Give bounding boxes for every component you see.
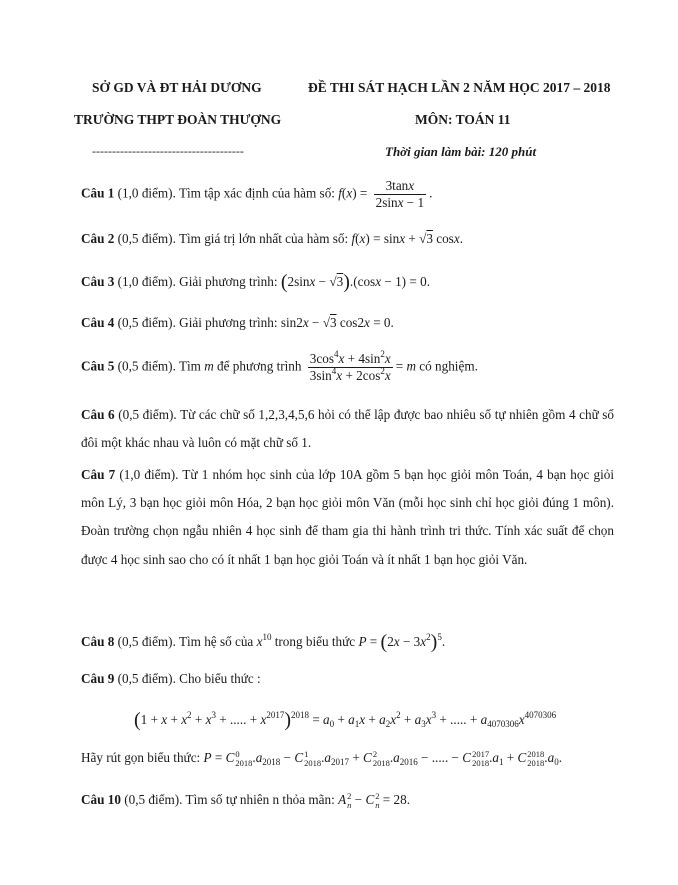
question-8-formula: $P = (2x - 3x^2)^5$.: [358, 631, 446, 653]
exam-time: Thời gian làm bài: 120 phút: [385, 144, 537, 159]
question-2-formula: f(x) = sinx + √3 cosx.: [351, 231, 463, 246]
question-9-expansion: ($1 + x + x^2 + x^3$ + ..... + $x^{2017})^{2018} = a_0 + a_1x + a_2x^2 + a_3x^3$ + ..... + $a_{4070306}x^{4070306}$: [134, 709, 557, 731]
exam-title: ĐỀ THI SÁT HẠCH LẦN 2 NĂM HỌC 2017 – 2018: [308, 80, 611, 95]
header-divider: --------------------------------------: [92, 144, 244, 158]
question-3: Câu 3 (1,0 điểm). Giải phương trình: (2sinx − √3).(cosx − 1) = 0.: [81, 271, 430, 293]
question-4: Câu 4 (0,5 điểm). Giải phương trình: sin2x − √3 cos2x = 0.: [81, 315, 394, 330]
subject-name: MÔN: TOÁN 11: [415, 112, 511, 127]
question-1: Câu 1 (1,0 điểm). Tìm tập xác định của hàm số: f(x) = $\frac{3\tan x}{2\sin x - 1}$ .: [81, 178, 433, 210]
question-4-formula: sin2x − √3 cos2x = 0.: [280, 315, 394, 330]
question-6: Câu 6 (0,5 điểm). Từ các chữ số 1,2,3,4,5,6 hỏi có thể lập được bao nhiêu số tự nhiên gồm 4 chữ số đôi một khác nhau và luôn có mặt chữ số 1.: [81, 407, 615, 451]
question-8: Câu 8 (0,5 điểm). Tìm hệ số của $x^{10}$ trong biểu thức $P = (2x - 3x^2)^5$.: [81, 631, 446, 653]
question-9: Câu 9 (0,5 điểm). Cho biểu thức :: [81, 671, 261, 686]
question-5-formula: $\frac{3\cos^4x + 4\sin^2x}{3\sin^4x + 2\cos^2x}$: [309, 349, 391, 383]
question-9-formula: P = C 0 2018 $.a_{2018} - C$ 1 2018 $.a_{2017} + C$ 2 2018 $.a_{2016}$ − ..... − C 2017 2018 $.a_1 + C$ 2018 2018 $.a_0$.: [203, 749, 562, 768]
question-10-formula: A 2 n − C 2 n = 28.: [338, 791, 410, 810]
question-1-formula: f: [338, 185, 342, 201]
question-2: Câu 2 (0,5 điểm). Tìm giá trị lớn nhất của hàm số: f(x) = sinx + √3 cosx.: [81, 231, 463, 246]
question-9-reduce: Hãy rút gọn biểu thức: P = C 0 2018 $.a_{2018} - C$ 1 2018 $.a_{2017} + C$ 2 2018 $.a_{2016}$ − ..... − C 2017 2018 $.a_1 + C$ 2018 2018 $.a_0$.: [81, 749, 562, 768]
question-5: Câu 5 (0,5 điểm). Tìm m để phương trình $\frac{3\cos^4x + 4\sin^2x}{3\sin^4x + 2\cos^2x}$ = m có nghiệm.: [81, 349, 478, 383]
school-name: TRƯỜNG THPT ĐOÀN THƯỢNG: [74, 112, 282, 127]
question-7: Câu 7 (1,0 điểm). Từ 1 nhóm học sinh của lớp 10A gồm 5 bạn học giỏi môn Toán, 4 bạn học giỏi môn Lý, 3 bạn học giỏi môn Hóa, 2 bạn học giỏi môn Văn (mỗi học sinh chỉ học giỏi đúng 1 môn). Đoàn trường chọn ngẫu nhiên 4 học sinh để tham gia thi hành trình tri thức. Tính xác suất để chọn được 4 học sinh sao cho có ít nhất 1 bạn học giỏi Toán và ít nhất 1 bạn học giỏi Văn.: [81, 467, 615, 567]
question-3-formula: (2sinx − √3).(cosx − 1) = 0.: [280, 271, 430, 293]
department-name: SỞ GD VÀ ĐT HẢI DƯƠNG: [92, 80, 262, 95]
question-10: Câu 10 (0,5 điểm). Tìm số tự nhiên n thỏa mãn: A 2 n − C 2 n = 28.: [81, 791, 410, 810]
